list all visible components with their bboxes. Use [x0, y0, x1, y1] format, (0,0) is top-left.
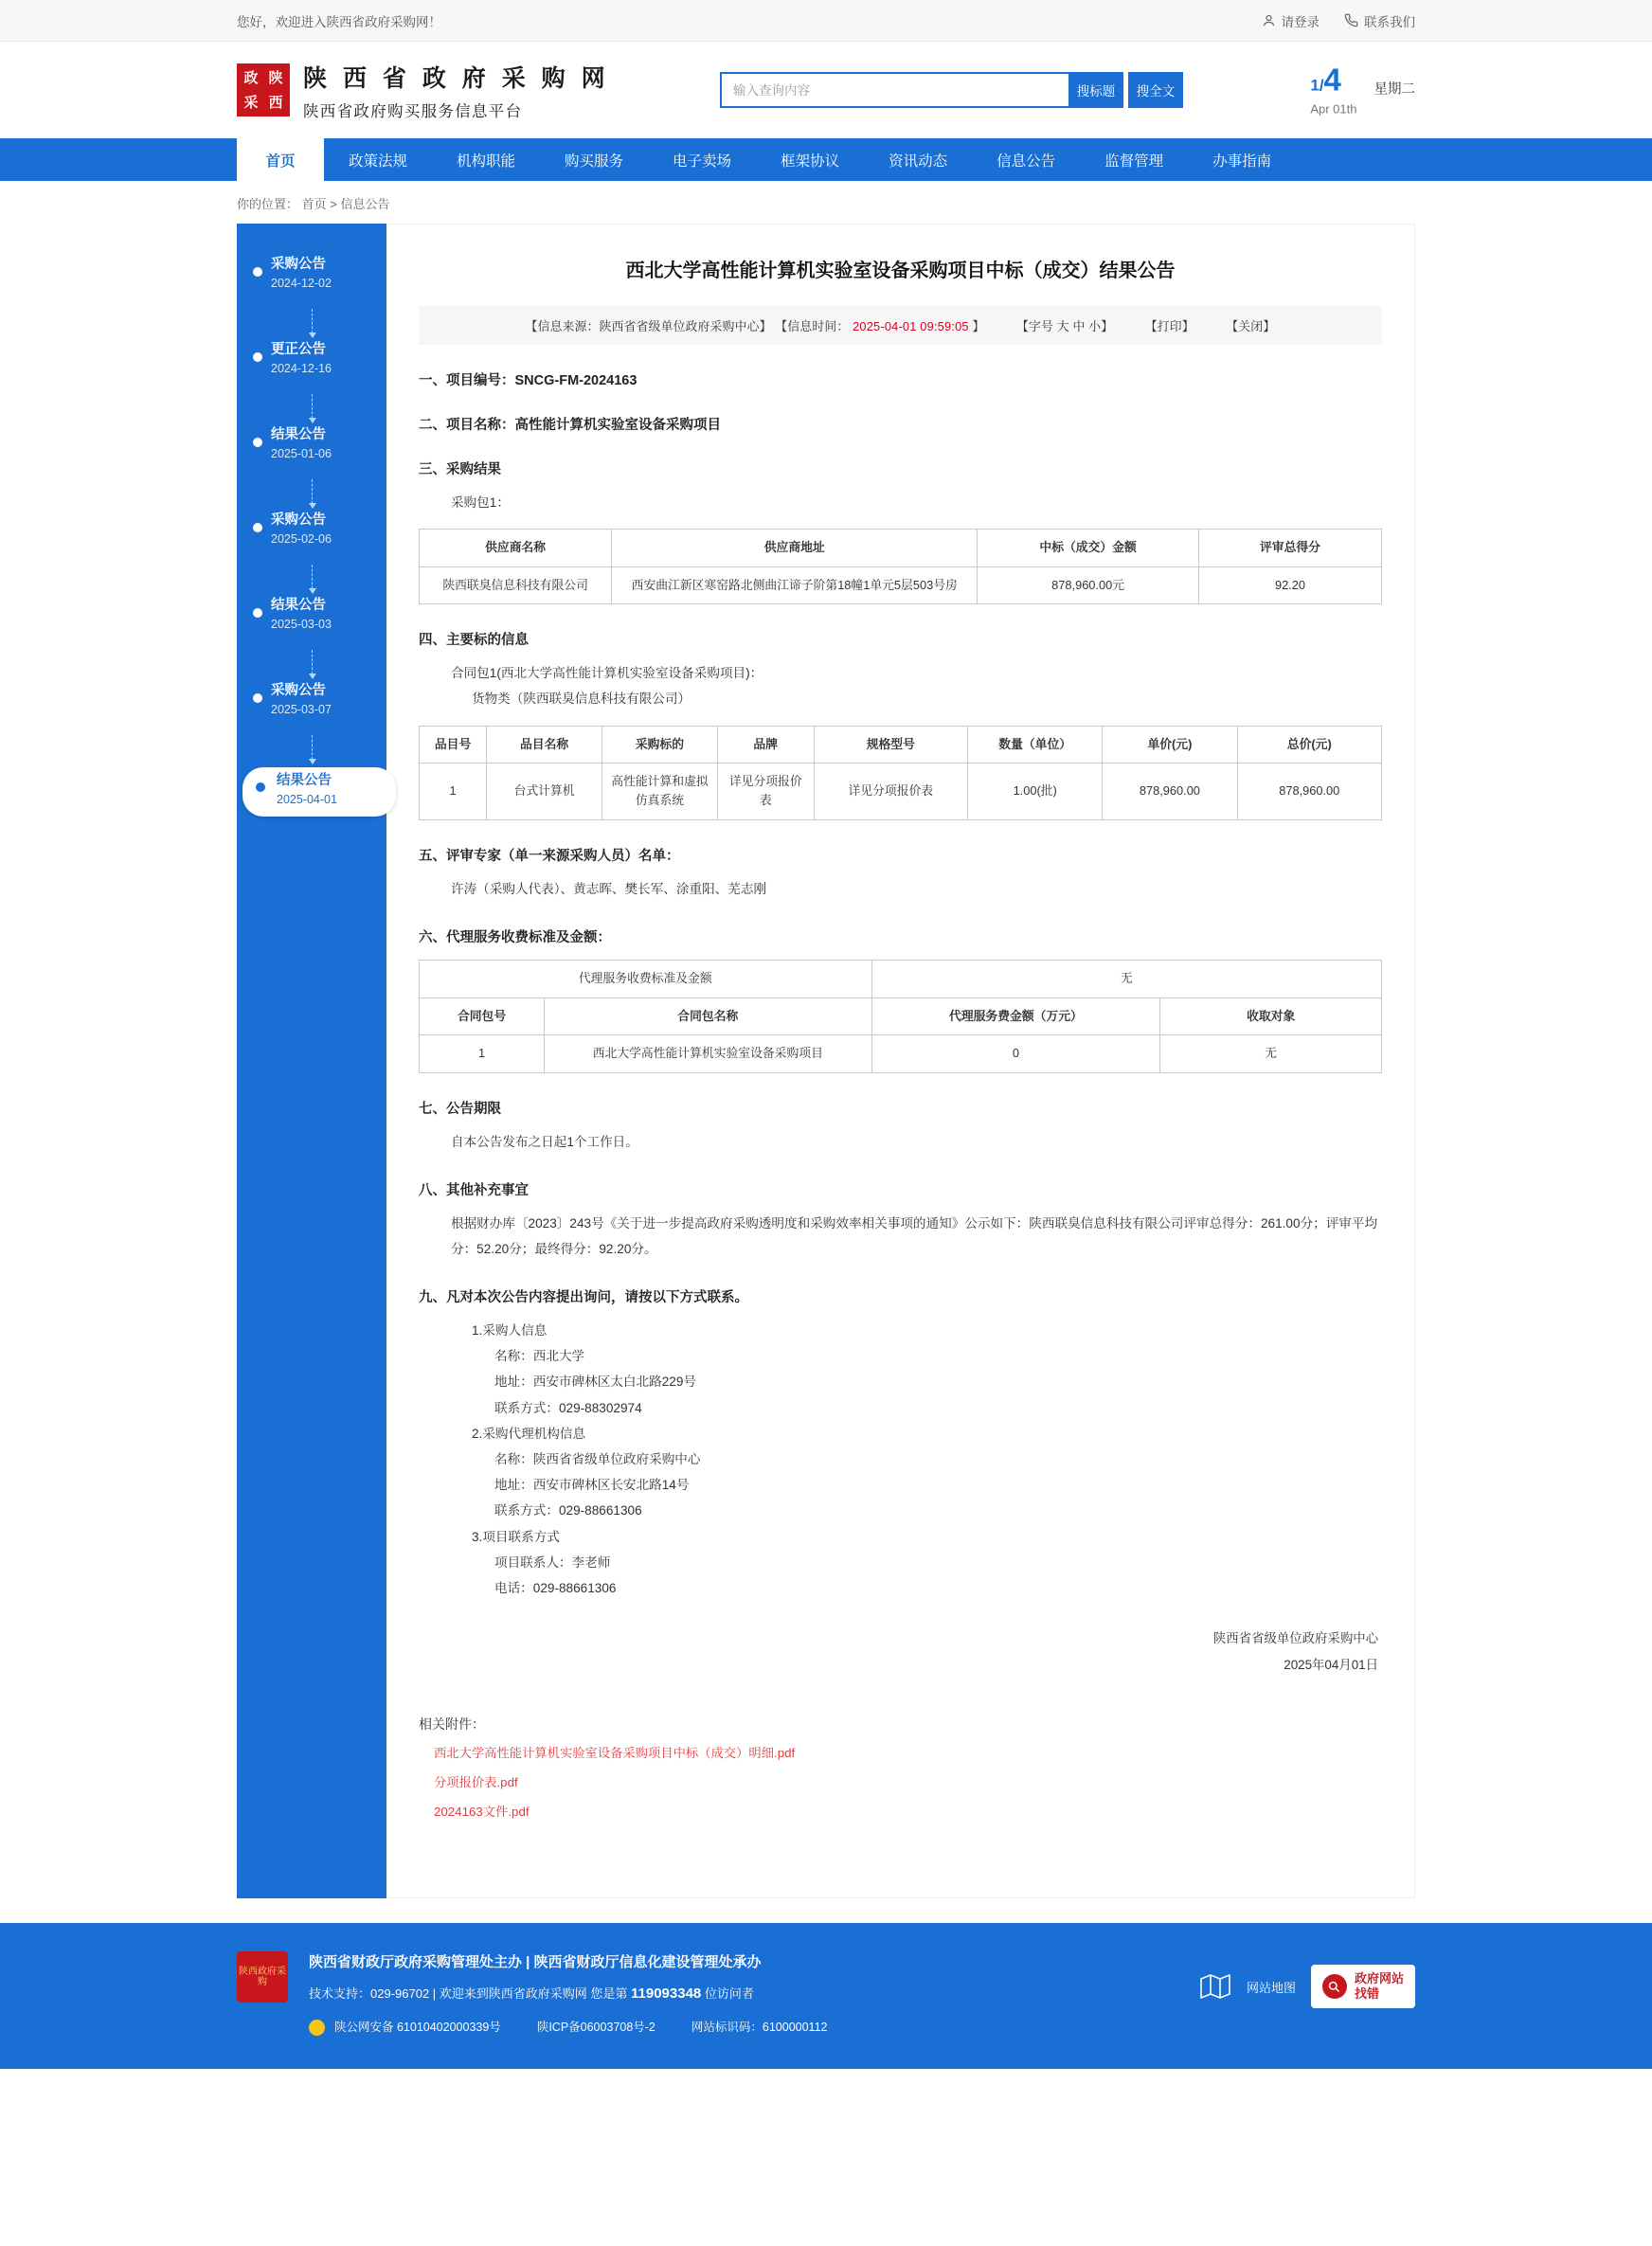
- timeline-dot-icon: [253, 352, 262, 362]
- timeline-arrow-2: [237, 472, 386, 512]
- gov-badge-line1: 政府网站: [1354, 1971, 1404, 1986]
- timeline-item-2[interactable]: [237, 426, 386, 472]
- breadcrumb-current[interactable]: 信息公告: [340, 197, 390, 211]
- section-4-line-2: 货物类（陕西联臭信息科技有限公司）: [472, 692, 691, 707]
- cell-unit-price: 878,960.00: [1103, 763, 1237, 819]
- nav-item-news[interactable]: 资讯动态: [889, 153, 948, 170]
- cell-fee-standard-value: 无: [871, 961, 1381, 997]
- breadcrumb-separator: >: [330, 197, 337, 211]
- attachment-link-1[interactable]: 分项报价表.pdf: [434, 1775, 518, 1790]
- table-row: [420, 763, 1382, 819]
- document-meta-bar: [419, 306, 1382, 345]
- date-fraction: 1/4: [1310, 62, 1341, 98]
- section-2-heading: 二、项目名称：高性能计算机实验室设备采购项目: [419, 418, 721, 433]
- section-8-line: 根据财办库〔2023〕243号《关于进一步提高政府采购透明度和采购效率相关事项的通知》公示如下：陕西联臭信息科技有限公司评审总得分：261.00分；评审平均分：52.20分；最终得分：92.20分。: [451, 1215, 1378, 1256]
- section-5-heading: 五、评审专家（单一来源采购人员）名单：: [419, 848, 680, 864]
- nav-item-policy[interactable]: 政策法规: [349, 153, 408, 170]
- police-badge-icon: [309, 2020, 325, 2036]
- timeline-item-0[interactable]: [237, 256, 386, 301]
- timeline-dot-icon: [253, 438, 262, 447]
- purchaser-contact: 联系方式：029-88302974: [494, 1400, 642, 1415]
- timeline-arrow-0: [237, 301, 386, 341]
- cell-item-name: 台式计算机: [487, 763, 602, 819]
- site-subtitle: 陕西省政府购买服务信息平台: [303, 102, 523, 120]
- table-row: [420, 566, 1382, 603]
- search-title-button[interactable]: 搜标题: [1068, 72, 1123, 108]
- weekday-label: 星期二: [1374, 81, 1415, 98]
- table-row: [420, 1035, 1382, 1072]
- timeline-item-1[interactable]: [237, 341, 386, 386]
- th-fee-payer: 收取对象: [1160, 997, 1382, 1034]
- cell-item-no: 1: [420, 763, 487, 819]
- signature-org: 陕西省省级单位政府采购中心: [1212, 1631, 1378, 1646]
- magnifier-icon: [1322, 1974, 1347, 1999]
- cell-package-no: 1: [420, 1035, 545, 1072]
- timeline-date-1: 2024-12-16: [271, 361, 332, 375]
- timeline-title-4: 结果公告: [271, 598, 326, 613]
- agency-name: 名称：陕西省省级单位政府采购中心: [494, 1452, 701, 1466]
- date-month: 4: [1323, 62, 1341, 98]
- announcement-timeline-sidebar: [237, 224, 386, 1898]
- th-model: 规格型号: [814, 726, 968, 763]
- project-contact-phone: 电话：029-88661306: [494, 1580, 617, 1595]
- nav-item-purchase-service[interactable]: 购买服务: [565, 153, 624, 170]
- th-award-amount: 中标（成交）金额: [978, 530, 1199, 566]
- th-brand: 品牌: [717, 726, 814, 763]
- th-item-name: 品目名称: [487, 726, 602, 763]
- result-table: [419, 529, 1382, 604]
- timeline-title-6: 结果公告: [277, 773, 332, 788]
- cell-supplier-name: 陕西联臭信息科技有限公司: [420, 566, 612, 603]
- cell-brand: 详见分项报价表: [717, 763, 814, 819]
- site-footer: [0, 1923, 1652, 2068]
- purchaser-address: 地址：西安市碑林区太白北路229号: [494, 1375, 696, 1390]
- contact-link[interactable]: [1344, 11, 1415, 30]
- timeline-date-6: 2025-04-01: [277, 792, 337, 806]
- agency-info-title: 2.采购代理机构信息: [472, 1426, 586, 1441]
- signature-block: [419, 1626, 1382, 1679]
- attachment-link-0[interactable]: 西北大学高性能计算机实验室设备采购项目中标（成交）明细.pdf: [434, 1746, 796, 1761]
- section-9-heading: 九、凡对本次公告内容提出询问，请按以下方式联系。: [419, 1290, 748, 1306]
- footer-emblem-icon: 陕西政府采购: [237, 1951, 288, 2003]
- nav-item-framework[interactable]: 框架协议: [781, 153, 840, 170]
- timeline-item-3[interactable]: [237, 512, 386, 557]
- site-map-icon[interactable]: [1199, 1973, 1231, 2000]
- nav-item-emarket[interactable]: 电子卖场: [673, 153, 732, 170]
- nav-item-home[interactable]: 首页: [237, 138, 324, 181]
- table-row: [420, 961, 1382, 997]
- cell-package-name: 西北大学高性能计算机实验室设备采购项目: [545, 1035, 871, 1072]
- police-record-link[interactable]: 陕公网安备 61010402000339号: [334, 2020, 501, 2034]
- attachment-link-2[interactable]: 2024163文件.pdf: [434, 1805, 530, 1820]
- login-link[interactable]: [1262, 11, 1320, 30]
- footer-right-group: [1199, 1965, 1415, 2007]
- section-3-package-label: 采购包1：: [451, 495, 510, 510]
- timeline-dot-icon: [253, 267, 262, 277]
- site-identifier: 网站标识码：6100000112: [691, 2020, 828, 2034]
- logo-text-block: [303, 60, 610, 121]
- gov-badge-text: [1355, 1971, 1404, 2001]
- site-title: 陕 西 省 政 府 采 购 网: [303, 64, 610, 92]
- logo-char-3: 西: [268, 94, 283, 111]
- table-header-row: [420, 997, 1382, 1034]
- gov-site-report-badge[interactable]: [1311, 1965, 1415, 2007]
- nav-item-supervision[interactable]: 监督管理: [1104, 153, 1164, 170]
- date-day: 1: [1310, 76, 1320, 95]
- timeline-dot-icon: [256, 782, 265, 792]
- timeline-item-4[interactable]: [237, 597, 386, 642]
- contact-link-label: 联系我们: [1364, 14, 1415, 29]
- meta-source: 【信息来源：陕西省省级单位政府采购中心】: [525, 319, 772, 333]
- logo-char-1: 陕: [268, 69, 283, 86]
- cell-fee-amount: 0: [871, 1035, 1160, 1072]
- welcome-text: 您好，欢迎进入陕西省政府采购网！: [237, 14, 441, 29]
- date-numbers-block: [1310, 64, 1356, 117]
- footer-support-suffix: 位访问者: [701, 1985, 754, 2001]
- cell-model: 详见分项报价表: [814, 763, 968, 819]
- agency-fee-table: [419, 960, 1382, 1072]
- logo-char-2: 采: [243, 94, 259, 111]
- announcement-content: [386, 224, 1415, 1898]
- project-contact-title: 3.项目联系方式: [472, 1529, 560, 1544]
- meta-fontsize-control[interactable]: 【字号 大 中 小】: [1016, 319, 1114, 333]
- timeline-item-6-current[interactable]: [242, 767, 396, 817]
- main-navigation: [0, 138, 1652, 181]
- section-8-heading: 八、其他补充事宜: [419, 1182, 529, 1198]
- section-5-experts: 许涛（采购人代表）、黄志晖、樊长军、涂重阳、芜志刚: [451, 881, 767, 896]
- timeline-title-2: 结果公告: [271, 427, 326, 442]
- th-package-name: 合同包名称: [545, 997, 871, 1034]
- footer-record-badges: [309, 2015, 827, 2040]
- timeline-dot-icon: [253, 523, 262, 532]
- section-4-line-1: 合同包1(西北大学高性能计算机实验室设备采购项目)：: [451, 666, 763, 681]
- phone-icon: [1344, 13, 1358, 27]
- th-item-subject: 采购标的: [602, 726, 718, 763]
- table-header-row: [420, 530, 1382, 566]
- gov-badge-line2: 找错: [1354, 1986, 1379, 2001]
- timeline-date-2: 2025-01-06: [271, 446, 332, 460]
- user-icon: [1262, 13, 1276, 27]
- section-3-heading: 三、采购结果: [419, 462, 501, 477]
- timeline-title-3: 采购公告: [271, 512, 326, 528]
- purchaser-info-title: 1.采购人信息: [472, 1323, 548, 1339]
- visitor-count: 119093348: [631, 1985, 702, 2002]
- table-header-row: [420, 726, 1382, 763]
- cell-item-subject: 高性能计算和虚拟仿真系统: [602, 763, 718, 819]
- login-link-label: 请登录: [1281, 14, 1320, 29]
- agency-address: 地址：西安市碑林区长安北路14号: [494, 1478, 690, 1493]
- main-layout: [0, 224, 1652, 1898]
- breadcrumb: [0, 181, 1652, 224]
- meta-time-tail: 】: [972, 319, 985, 333]
- meta-time-label: 【信息时间：: [775, 319, 850, 333]
- timeline-date-4: 2025-03-03: [271, 617, 332, 631]
- nav-item-announcements[interactable]: 信息公告: [997, 153, 1056, 170]
- meta-close-button[interactable]: 【关闭】: [1226, 319, 1276, 333]
- signature-date: 2025年04月01日: [1284, 1658, 1378, 1673]
- cell-quantity: 1.00(批): [968, 763, 1103, 819]
- th-fee-amount: 代理服务费金额（万元）: [871, 997, 1160, 1034]
- search-fulltext-button[interactable]: 搜全文: [1128, 72, 1183, 108]
- cell-total-score: 92.20: [1198, 566, 1381, 603]
- nav-item-functions[interactable]: 机构职能: [457, 153, 516, 170]
- icp-record-link[interactable]: 陕ICP备06003708号-2: [536, 2020, 655, 2034]
- cell-award-amount: 878,960.00元: [978, 566, 1199, 603]
- th-item-no: 品目号: [420, 726, 487, 763]
- items-table: [419, 726, 1382, 820]
- site-header: [0, 42, 1652, 138]
- section-4-heading: 四、主要标的信息: [419, 633, 529, 649]
- cell-fee-payer: 无: [1160, 1035, 1382, 1072]
- timeline-item-5[interactable]: [237, 682, 386, 728]
- meta-print-button[interactable]: 【打印】: [1144, 319, 1194, 333]
- logo-char-0: 政: [243, 69, 259, 86]
- page-title: 西北大学高性能计算机实验室设备采购项目中标（成交）结果公告: [625, 261, 1176, 281]
- timeline-dot-icon: [253, 693, 262, 703]
- timeline-date-3: 2025-02-06: [271, 531, 332, 546]
- timeline-title-5: 采购公告: [271, 683, 326, 698]
- footer-support-prefix: 技术支持：029-96702 | 欢迎来到陕西省政府采购网 您是第: [309, 1985, 631, 2001]
- th-supplier-name: 供应商名称: [420, 530, 612, 566]
- timeline-arrow-4: [237, 642, 386, 682]
- th-total-score: 评审总得分: [1198, 530, 1381, 566]
- th-total-price: 总价(元): [1237, 726, 1381, 763]
- search-input[interactable]: [720, 72, 1068, 108]
- timeline-arrow-5: [237, 728, 386, 767]
- cell-supplier-address: 西安曲江新区寒窑路北侧曲江谛子阶第18幢1单元5层503号房: [612, 566, 978, 603]
- timeline-arrow-1: [237, 386, 386, 426]
- cell-total-price: 878,960.00: [1237, 763, 1381, 819]
- th-supplier-address: 供应商地址: [612, 530, 978, 566]
- site-logo[interactable]: [237, 60, 610, 121]
- project-contact-person: 项目联系人：李老师: [494, 1554, 611, 1570]
- site-map-label[interactable]: 网站地图: [1246, 1980, 1296, 1995]
- timeline-date-5: 2025-03-07: [271, 702, 332, 716]
- footer-authority-line: 陕西省财政厅政府采购管理处主办 | 陕西省财政厅信息化建设管理处承办: [309, 1954, 762, 1971]
- top-utility-bar: [0, 0, 1652, 42]
- search-area: [720, 72, 1183, 108]
- timeline-arrow-3: [237, 557, 386, 597]
- section-1-heading: 一、项目编号：SNCG-FM-2024163: [419, 373, 637, 388]
- timeline-title-0: 采购公告: [271, 257, 326, 272]
- th-package-no: 合同包号: [420, 997, 545, 1034]
- purchaser-name: 名称：西北大学: [494, 1349, 585, 1364]
- section-7-heading: 七、公告期限: [419, 1101, 501, 1117]
- section-7-line: 自本公告发布之日起1个工作日。: [451, 1134, 638, 1149]
- footer-support-line: [309, 1979, 827, 2009]
- footer-text-block: [309, 1948, 827, 2039]
- date-english: Apr 01th: [1310, 101, 1357, 117]
- topbar-right-group: [1262, 11, 1416, 30]
- agency-contact: 联系方式：029-88661306: [494, 1503, 642, 1518]
- attachments-heading: 相关附件：: [419, 1716, 485, 1733]
- section-6-heading: 六、代理服务收费标准及金额：: [419, 930, 611, 946]
- meta-time-value: 2025-04-01 09:59:05: [853, 319, 969, 333]
- date-widget: [1310, 64, 1415, 117]
- timeline-dot-icon: [253, 608, 262, 618]
- breadcrumb-prefix: 你的位置：: [237, 197, 299, 211]
- nav-item-guide[interactable]: 办事指南: [1212, 153, 1272, 170]
- cell-fee-standard-title: 代理服务收费标准及金额: [420, 961, 872, 997]
- timeline-title-1: 更正公告: [271, 342, 326, 357]
- th-quantity: 数量（单位）: [968, 726, 1103, 763]
- th-unit-price: 单价(元): [1103, 726, 1237, 763]
- logo-mark-icon: [237, 63, 290, 117]
- breadcrumb-home-link[interactable]: 首页: [301, 197, 327, 211]
- timeline-date-0: 2024-12-02: [271, 276, 332, 290]
